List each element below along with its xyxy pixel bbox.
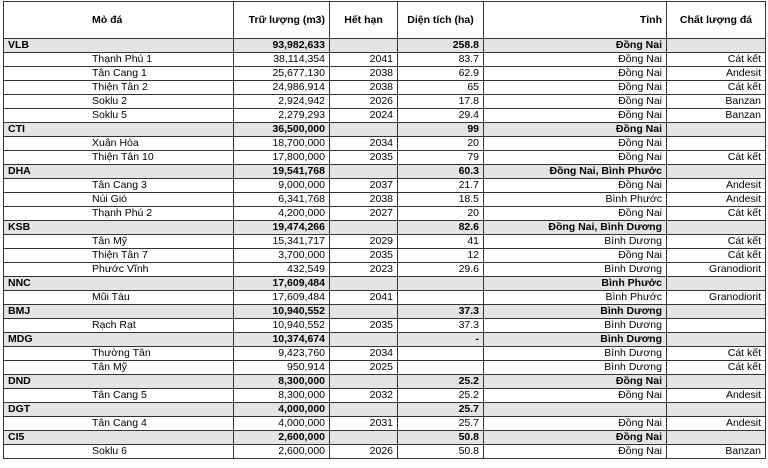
group-province: Đồng Nai xyxy=(484,375,667,389)
mine-expiry: 2035 xyxy=(330,249,398,263)
mine-province: Đồng Nai xyxy=(484,207,667,221)
group-expiry-empty xyxy=(330,333,398,347)
mine-expiry: 2041 xyxy=(330,53,398,67)
mine-province: Đồng Nai xyxy=(484,151,667,165)
mine-quality: Cát kết xyxy=(667,235,766,249)
group-code: CTI xyxy=(4,123,234,137)
quarry-table xyxy=(3,1,766,459)
mine-province: Đồng Nai xyxy=(484,109,667,123)
mine-reserve: 3,700,000 xyxy=(234,249,330,263)
mine-province: Bình Dương xyxy=(484,347,667,361)
group-reserve: 8,300,000 xyxy=(234,375,330,389)
mine-name: Thường Tân xyxy=(4,347,234,361)
mine-name: Tân Cang 1 xyxy=(4,67,234,81)
table-row xyxy=(4,81,766,95)
group-expiry-empty xyxy=(330,277,398,291)
group-code: KSB xyxy=(4,221,234,235)
group-reserve: 2,600,000 xyxy=(234,431,330,445)
mine-reserve: 15,341,717 xyxy=(234,235,330,249)
group-area: 50.8 xyxy=(398,431,484,445)
mine-reserve: 9,000,000 xyxy=(234,179,330,193)
group-expiry-empty xyxy=(330,221,398,235)
group-area: 99 xyxy=(398,123,484,137)
mine-reserve: 24,986,914 xyxy=(234,81,330,95)
group-row xyxy=(4,375,766,389)
mine-name: Soklu 6 xyxy=(4,445,234,459)
mine-expiry: 2025 xyxy=(330,361,398,375)
mine-area: 62.9 xyxy=(398,67,484,81)
group-province: Đồng Nai xyxy=(484,431,667,445)
mine-name: Thiện Tân 10 xyxy=(4,151,234,165)
mine-reserve: 17,800,000 xyxy=(234,151,330,165)
mine-area: 65 xyxy=(398,81,484,95)
mine-quality: Granodiorit xyxy=(667,263,766,277)
group-row xyxy=(4,305,766,319)
group-reserve: 10,940,552 xyxy=(234,305,330,319)
mine-name: Thạnh Phú 1 xyxy=(4,53,234,67)
mine-province: Bình Phước xyxy=(484,291,667,305)
group-reserve: 10,374,674 xyxy=(234,333,330,347)
table-row xyxy=(4,179,766,193)
group-row xyxy=(4,165,766,179)
mine-quality: Andesit xyxy=(667,67,766,81)
table-row xyxy=(4,347,766,361)
mine-expiry: 2029 xyxy=(330,235,398,249)
group-province xyxy=(484,403,667,417)
group-expiry-empty xyxy=(330,165,398,179)
mine-quality: Cát kết xyxy=(667,53,766,67)
group-expiry-empty xyxy=(330,403,398,417)
mine-province: Bình Phước xyxy=(484,193,667,207)
mine-province: Đồng Nai xyxy=(484,389,667,403)
mine-name: Thiện Tân 7 xyxy=(4,249,234,263)
group-province: Đồng Nai xyxy=(484,123,667,137)
group-quality-empty xyxy=(667,431,766,445)
mine-reserve: 950,914 xyxy=(234,361,330,375)
group-row xyxy=(4,123,766,137)
mine-expiry: 2026 xyxy=(330,95,398,109)
group-quality-empty xyxy=(667,375,766,389)
mine-province: Đồng Nai xyxy=(484,137,667,151)
mine-quality: Andesit xyxy=(667,193,766,207)
mine-name: Núi Gió xyxy=(4,193,234,207)
mine-reserve: 432,549 xyxy=(234,263,330,277)
mine-expiry: 2035 xyxy=(330,151,398,165)
header-reserve: Trữ lượng (m3) xyxy=(234,2,330,39)
mine-name: Tân Cang 3 xyxy=(4,179,234,193)
mine-expiry: 2034 xyxy=(330,137,398,151)
group-reserve: 19,474,266 xyxy=(234,221,330,235)
mine-area xyxy=(398,291,484,305)
group-code: CI5 xyxy=(4,431,234,445)
group-province: Bình Dương xyxy=(484,305,667,319)
mine-province: Bình Dương xyxy=(484,235,667,249)
mine-area: 29.4 xyxy=(398,109,484,123)
mine-quality: Andesit xyxy=(667,389,766,403)
mine-reserve: 4,000,000 xyxy=(234,417,330,431)
mine-area: 83.7 xyxy=(398,53,484,67)
mine-quality: Cát kết xyxy=(667,361,766,375)
mine-reserve: 2,279,293 xyxy=(234,109,330,123)
table-row xyxy=(4,109,766,123)
mine-name: Soklu 5 xyxy=(4,109,234,123)
mine-area: 20 xyxy=(398,137,484,151)
group-quality-empty xyxy=(667,221,766,235)
group-area: - xyxy=(398,333,484,347)
group-quality-empty xyxy=(667,123,766,137)
group-code: DGT xyxy=(4,403,234,417)
group-quality-empty xyxy=(667,165,766,179)
table-row xyxy=(4,361,766,375)
group-province: Bình Phước xyxy=(484,277,667,291)
mine-name: Tân Cang 5 xyxy=(4,389,234,403)
group-province: Đồng Nai, Bình Phước xyxy=(484,165,667,179)
mine-reserve: 2,924,942 xyxy=(234,95,330,109)
table-row xyxy=(4,193,766,207)
mine-expiry: 2038 xyxy=(330,67,398,81)
group-expiry-empty xyxy=(330,375,398,389)
mine-reserve: 6,341,768 xyxy=(234,193,330,207)
mine-province: Bình Dương xyxy=(484,361,667,375)
mine-reserve: 25,677,130 xyxy=(234,67,330,81)
mine-expiry: 2035 xyxy=(330,319,398,333)
mine-province: Đồng Nai xyxy=(484,67,667,81)
group-code: MDG xyxy=(4,333,234,347)
table-row xyxy=(4,319,766,333)
group-quality-empty xyxy=(667,333,766,347)
group-area: 25.2 xyxy=(398,375,484,389)
group-expiry-empty xyxy=(330,39,398,53)
mine-expiry: 2023 xyxy=(330,263,398,277)
group-row xyxy=(4,221,766,235)
mine-quality: Granodiorit xyxy=(667,291,766,305)
group-area: 60.3 xyxy=(398,165,484,179)
group-area: 37.3 xyxy=(398,305,484,319)
mine-province: Bình Dương xyxy=(484,319,667,333)
mine-quality: Banzan xyxy=(667,95,766,109)
group-reserve: 19,541,768 xyxy=(234,165,330,179)
mine-area: 25.7 xyxy=(398,417,484,431)
mine-quality: Andesit xyxy=(667,417,766,431)
mine-quality: Banzan xyxy=(667,445,766,459)
group-area xyxy=(398,277,484,291)
group-quality-empty xyxy=(667,39,766,53)
group-province: Đồng Nai xyxy=(484,39,667,53)
mine-reserve: 38,114,354 xyxy=(234,53,330,67)
group-row xyxy=(4,39,766,53)
mine-expiry: 2026 xyxy=(330,445,398,459)
mine-reserve: 2,600,000 xyxy=(234,445,330,459)
mine-area: 18.5 xyxy=(398,193,484,207)
mine-province: Đồng Nai xyxy=(484,249,667,263)
mine-reserve: 4,200,000 xyxy=(234,207,330,221)
group-reserve: 93,982,633 xyxy=(234,39,330,53)
mine-area: 50.8 xyxy=(398,445,484,459)
mine-quality xyxy=(667,137,766,151)
mine-quality: Andesit xyxy=(667,179,766,193)
mine-reserve: 9,423,760 xyxy=(234,347,330,361)
header-mine: Mỏ đá xyxy=(4,2,234,39)
mine-reserve: 10,940,552 xyxy=(234,319,330,333)
group-province: Đồng Nai, Bình Dương xyxy=(484,221,667,235)
table-row xyxy=(4,249,766,263)
header-province: Tỉnh xyxy=(484,2,667,39)
mine-quality: Cát kết xyxy=(667,151,766,165)
table-row xyxy=(4,137,766,151)
mine-area: 41 xyxy=(398,235,484,249)
group-code: DHA xyxy=(4,165,234,179)
mine-name: Tân Mỹ xyxy=(4,361,234,375)
group-area: 258.8 xyxy=(398,39,484,53)
mine-province: Đồng Nai xyxy=(484,81,667,95)
mine-quality xyxy=(667,319,766,333)
mine-province: Đồng Nai xyxy=(484,95,667,109)
mine-name: Xuân Hòa xyxy=(4,137,234,151)
mine-province: Bình Dương xyxy=(484,263,667,277)
group-row xyxy=(4,431,766,445)
group-quality-empty xyxy=(667,277,766,291)
group-quality-empty xyxy=(667,403,766,417)
mine-province: Đồng Nai xyxy=(484,53,667,67)
mine-expiry: 2027 xyxy=(330,207,398,221)
header-expiry: Hết hạn xyxy=(330,2,398,39)
group-reserve: 17,609,484 xyxy=(234,277,330,291)
group-code: NNC xyxy=(4,277,234,291)
mine-expiry: 2038 xyxy=(330,193,398,207)
mine-quality: Cát kết xyxy=(667,81,766,95)
mine-province: Đồng Nai xyxy=(484,417,667,431)
group-expiry-empty xyxy=(330,123,398,137)
group-code: DND xyxy=(4,375,234,389)
table-row xyxy=(4,95,766,109)
group-row xyxy=(4,333,766,347)
mine-area: 21.7 xyxy=(398,179,484,193)
group-row xyxy=(4,277,766,291)
mine-expiry: 2024 xyxy=(330,109,398,123)
mine-name: Rạch Rạt xyxy=(4,319,234,333)
group-reserve: 4,000,000 xyxy=(234,403,330,417)
mine-name: Phước Vĩnh xyxy=(4,263,234,277)
group-code: BMJ xyxy=(4,305,234,319)
mine-area: 79 xyxy=(398,151,484,165)
mine-reserve: 8,300,000 xyxy=(234,389,330,403)
table-row xyxy=(4,235,766,249)
mine-name: Thiện Tân 2 xyxy=(4,81,234,95)
mine-reserve: 17,609,484 xyxy=(234,291,330,305)
table-row xyxy=(4,417,766,431)
table-row xyxy=(4,53,766,67)
mine-area xyxy=(398,361,484,375)
mine-area: 12 xyxy=(398,249,484,263)
mine-expiry: 2037 xyxy=(330,179,398,193)
mine-quality: Cát kết xyxy=(667,249,766,263)
table-row xyxy=(4,291,766,305)
mine-quality: Cát kết xyxy=(667,347,766,361)
mine-area: 20 xyxy=(398,207,484,221)
group-row xyxy=(4,403,766,417)
mine-name: Soklu 2 xyxy=(4,95,234,109)
table-row xyxy=(4,207,766,221)
mine-expiry: 2034 xyxy=(330,347,398,361)
mine-area xyxy=(398,347,484,361)
header-quality: Chất lượng đá xyxy=(667,2,766,39)
table-row xyxy=(4,445,766,459)
mine-quality: Banzan xyxy=(667,109,766,123)
group-area: 25.7 xyxy=(398,403,484,417)
group-expiry-empty xyxy=(330,305,398,319)
group-quality-empty xyxy=(667,305,766,319)
mine-quality: Cát kết xyxy=(667,207,766,221)
table-row xyxy=(4,151,766,165)
mine-area: 37.3 xyxy=(398,319,484,333)
mine-expiry: 2032 xyxy=(330,389,398,403)
mine-name: Thạnh Phú 2 xyxy=(4,207,234,221)
group-code: VLB xyxy=(4,39,234,53)
mine-province: Đồng Nai xyxy=(484,445,667,459)
mine-area: 29.6 xyxy=(398,263,484,277)
group-expiry-empty xyxy=(330,431,398,445)
mine-reserve: 18,700,000 xyxy=(234,137,330,151)
group-reserve: 36,500,000 xyxy=(234,123,330,137)
group-area: 82.6 xyxy=(398,221,484,235)
table-body xyxy=(4,39,766,459)
table-row xyxy=(4,67,766,81)
mine-name: Mũi Tàu xyxy=(4,291,234,305)
table-row xyxy=(4,389,766,403)
group-province: Bình Dương xyxy=(484,333,667,347)
mine-area: 17.8 xyxy=(398,95,484,109)
table-header-row xyxy=(4,2,766,39)
mine-name: Tân Cang 4 xyxy=(4,417,234,431)
mine-name: Tân Mỹ xyxy=(4,235,234,249)
mine-province: Đồng Nai xyxy=(484,179,667,193)
mine-expiry: 2038 xyxy=(330,81,398,95)
mine-expiry: 2031 xyxy=(330,417,398,431)
mine-area: 25.2 xyxy=(398,389,484,403)
table-row xyxy=(4,263,766,277)
header-area: Diện tích (ha) xyxy=(398,2,484,39)
mine-expiry: 2041 xyxy=(330,291,398,305)
